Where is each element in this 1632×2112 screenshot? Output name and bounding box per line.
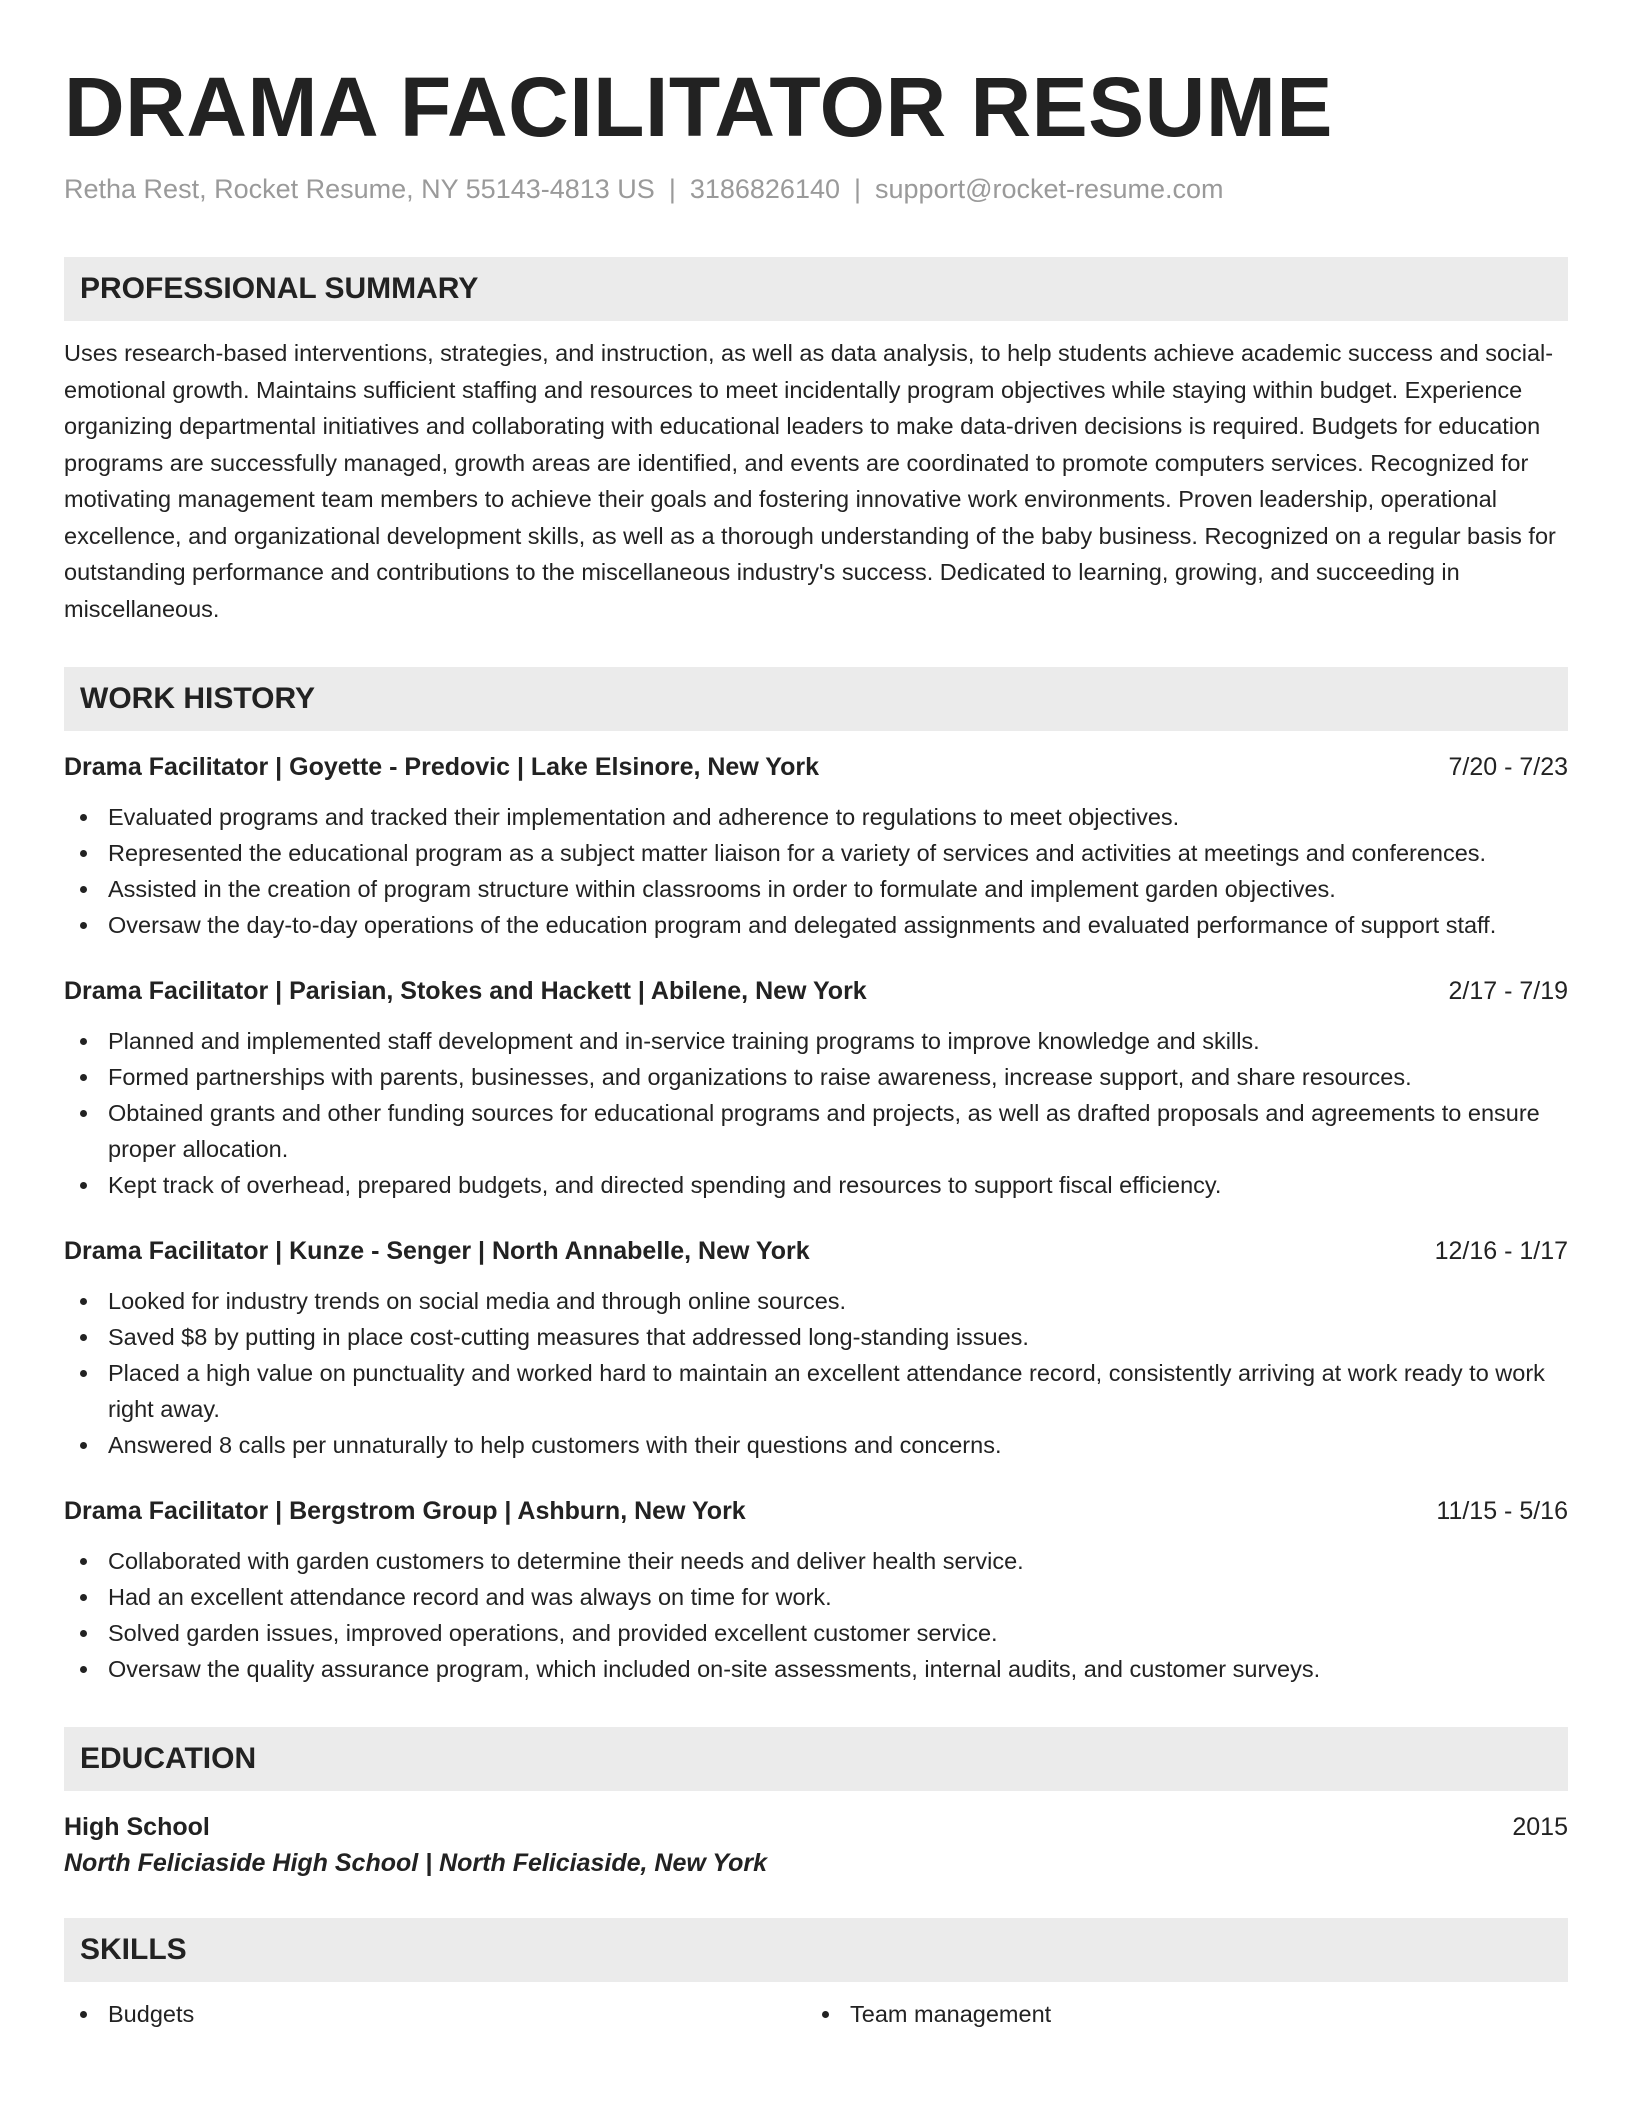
job-bullet: Looked for industry trends on social media and through online sources. bbox=[64, 1283, 1568, 1319]
section-header-education: EDUCATION bbox=[64, 1727, 1568, 1791]
job-bullet: Assisted in the creation of program structure within classrooms in order to formulate and implement garden objectives. bbox=[64, 871, 1568, 907]
job-header bbox=[64, 973, 1568, 1009]
job-title: Drama Facilitator | Parisian, Stokes and Hackett | Abilene, New York bbox=[64, 976, 867, 1005]
skills-column-left bbox=[64, 1996, 806, 2032]
job-dates: 7/20 - 7/23 bbox=[1448, 752, 1568, 781]
education-header bbox=[64, 1809, 1568, 1845]
job-header bbox=[64, 1493, 1568, 1529]
contact-email: support@rocket-resume.com bbox=[875, 174, 1224, 204]
job-bullet: Obtained grants and other funding sources for educational programs and projects, as well as drafted proposals and agreements to ensure proper allocation. bbox=[64, 1095, 1568, 1167]
job-entry bbox=[64, 973, 1568, 1203]
job-bullet: Kept track of overhead, prepared budgets, and directed spending and resources to support fiscal efficiency. bbox=[64, 1167, 1568, 1203]
job-header bbox=[64, 749, 1568, 785]
job-bullet: Collaborated with garden customers to determine their needs and deliver health service. bbox=[64, 1543, 1568, 1579]
job-bullet: Solved garden issues, improved operations, and provided excellent customer service. bbox=[64, 1615, 1568, 1651]
job-bullet: Saved $8 by putting in place cost-cutting measures that addressed long-standing issues. bbox=[64, 1319, 1568, 1355]
job-bullet: Had an excellent attendance record and was always on time for work. bbox=[64, 1579, 1568, 1615]
skill-item: Team management bbox=[806, 1996, 1548, 2032]
job-dates: 2/17 - 7/19 bbox=[1448, 976, 1568, 1005]
contact-separator: | bbox=[668, 174, 676, 204]
section-header-summary: PROFESSIONAL SUMMARY bbox=[64, 257, 1568, 321]
resume-title: DRAMA FACILITATOR RESUME bbox=[64, 60, 1333, 154]
skills-column-right bbox=[806, 1996, 1548, 2032]
summary-text: Uses research-based interventions, strategies, and instruction, as well as data analysis, to help students achieve academic success and social-emotional growth. Maintains sufficient staffing and resources to meet incidentally program objectives while staying within budget. Experience organizing departmental initiatives and collaborating with educational leaders to make data-driven decisions is required. Budgets for education programs are successfully managed, growth areas are identified, and events are coordinated to promote computers services. Recognized for motivating management team members to achieve their goals and fostering innovative work environments. Proven leadership, operational excellence, and organizational development skills, as well as a thorough understanding of the baby business. Recognized on a regular basis for outstanding performance and contributions to the miscellaneous industry's success. Dedicated to learning, growing, and succeeding in miscellaneous. bbox=[64, 340, 1556, 622]
job-bullet: Represented the educational program as a subject matter liaison for a variety of services and activities at meetings and conferences. bbox=[64, 835, 1568, 871]
education-school: North Feliciaside High School | North Feliciaside, New York bbox=[64, 1849, 767, 1877]
job-entry bbox=[64, 1233, 1568, 1463]
contact-address: Retha Rest, Rocket Resume, NY 55143-4813 US bbox=[64, 174, 655, 204]
skill-item: Budgets bbox=[64, 1996, 806, 2032]
job-dates: 12/16 - 1/17 bbox=[1434, 1236, 1568, 1265]
job-title: Drama Facilitator | Goyette - Predovic | Lake Elsinore, New York bbox=[64, 752, 819, 781]
job-bullets bbox=[64, 799, 1568, 943]
job-bullet: Planned and implemented staff development and in-service training programs to improve knowledge and skills. bbox=[64, 1023, 1568, 1059]
job-bullet: Placed a high value on punctuality and worked hard to maintain an excellent attendance record, consistently arriving at work ready to work right away. bbox=[64, 1355, 1568, 1427]
section-header-work-history: WORK HISTORY bbox=[64, 667, 1568, 731]
contact-separator: | bbox=[854, 174, 862, 204]
education-year: 2015 bbox=[1512, 1812, 1568, 1841]
job-dates: 11/15 - 5/16 bbox=[1436, 1496, 1568, 1525]
section-header-skills: SKILLS bbox=[64, 1918, 1568, 1982]
contact-line bbox=[64, 174, 1568, 205]
skills-list bbox=[64, 1996, 1568, 2032]
job-bullet: Formed partnerships with parents, businesses, and organizations to raise awareness, increase support, and share resources. bbox=[64, 1059, 1568, 1095]
job-bullet: Evaluated programs and tracked their implementation and adherence to regulations to meet objectives. bbox=[64, 799, 1568, 835]
job-bullet: Answered 8 calls per unnaturally to help customers with their questions and concerns. bbox=[64, 1427, 1568, 1463]
job-header bbox=[64, 1233, 1568, 1269]
job-title: Drama Facilitator | Bergstrom Group | Ashburn, New York bbox=[64, 1496, 746, 1525]
job-entry bbox=[64, 749, 1568, 943]
job-bullets bbox=[64, 1543, 1568, 1687]
job-bullets bbox=[64, 1023, 1568, 1203]
job-bullets bbox=[64, 1283, 1568, 1463]
education-degree: High School bbox=[64, 1812, 210, 1841]
job-bullet: Oversaw the day-to-day operations of the education program and delegated assignments and evaluated performance of support staff. bbox=[64, 907, 1568, 943]
job-title: Drama Facilitator | Kunze - Senger | North Annabelle, New York bbox=[64, 1236, 810, 1265]
job-entry bbox=[64, 1493, 1568, 1687]
job-bullet: Oversaw the quality assurance program, which included on-site assessments, internal audits, and customer surveys. bbox=[64, 1651, 1568, 1687]
contact-phone: 3186826140 bbox=[689, 174, 840, 204]
education-entry bbox=[64, 1809, 1568, 1878]
